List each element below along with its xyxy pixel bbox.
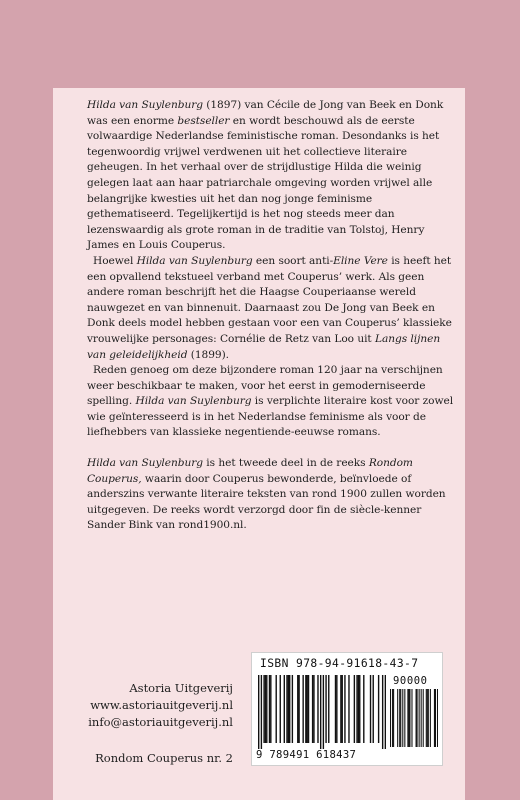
barcode-bar [356,675,357,743]
barcode-bar [276,675,277,743]
barcode-bar [263,675,264,743]
barcode-bar [289,675,290,743]
blurb-paragraph-1: Hilda van Suylenburg (1897) van Cécile de Jong van Beek en Donk was een enorme bestseller en wordt beschouwd als de eerste volwaardige Nederlandse feministische roman. Desondanks is het tegenwoordig vrijwel verdwenen uit het collectieve literaire geheugen. In het verhaal over de strijdlustige Hilda die weinig gelegen laat aan haar patriarchale omgeving worden vrijwel alle belangrijke kwesties uit het dan nog jonge feminisme gethematiseerd. Tegelijkertijd is het nog steeds meer dan lezenswaardig als grote roman in de traditie van Tolstoj, Henry James en Louis Couperus. [87,99,444,252]
addon-bar [400,689,401,747]
barcode-bar [297,675,298,743]
barcode-bar [335,675,336,743]
barcode-bar [269,675,270,743]
barcode-bar [354,675,355,743]
barcode-bar [302,675,303,743]
publisher-website: www.astoriauitgeverij.nl [90,698,233,712]
addon-bar [409,689,410,747]
addon-bar [437,689,438,747]
back-cover-panel [53,88,465,800]
barcode-addon-number: 90000 [393,675,428,687]
barcode-bar [258,675,259,749]
barcode-bar [280,675,281,743]
barcode-bar [382,675,383,749]
barcode-ean-number: 9 789491 618437 [256,749,357,761]
addon-bar [402,689,403,747]
addon-bar [408,689,409,747]
addon-bar [427,689,428,747]
addon-bar [417,689,418,747]
barcode-bar [266,675,267,743]
isbn-label: ISBN 978-94-91618-43-7 [260,657,419,670]
barcode-bar [373,675,374,743]
addon-bar [426,689,427,747]
barcode-bar [313,675,314,743]
addon-bar [397,689,398,747]
barcode-bar [328,675,329,743]
barcode-bar [370,675,371,743]
addon-bar [392,689,393,747]
publisher-name: Astoria Uitgeverij [129,681,233,695]
barcode-bar [336,675,337,743]
addon-bar [434,689,435,747]
barcode-bar [298,675,299,743]
addon-bar [399,689,400,747]
addon-bar [393,689,394,747]
addon-bar [390,689,391,747]
barcode-bar [348,675,349,743]
series-label: Rondom Couperus nr. 2 [95,751,233,765]
barcode-bar [312,675,313,743]
addon-bar [407,689,408,747]
barcode-bar [323,675,324,749]
addon-barcode-bars [390,689,438,747]
blurb-paragraph-3: Reden genoeg om deze bijzondere roman 120 jaar na verschijnen weer beschikbaar te maken, voor het eerst in gemoderniseerde spelling. Hilda van Suylenburg is verplichte literaire kost voor zowel wie geïnteresseerd is in het Nederlandse feminisme als voor de liefhebbers van klassieke negentiende-eeuwse romans. [87,364,454,439]
barcode-bar [305,675,306,743]
addon-bar [416,689,417,747]
addon-bar [421,689,422,747]
addon-bar [419,689,420,747]
barcode-bar [292,675,293,743]
barcode-bar [288,675,289,743]
addon-bar [428,689,429,747]
barcode-bar [359,675,360,743]
barcode-bar [325,675,326,743]
barcode-bar [363,675,364,743]
barcode-bar [261,675,262,749]
addon-bar [430,689,431,747]
publisher-email: info@astoriauitgeverij.nl [88,715,233,729]
barcode-bar [308,675,309,743]
addon-bar [411,689,412,747]
barcode-bar [385,675,386,749]
barcode-bar [265,675,266,743]
barcode-bar [317,675,318,743]
barcode-bar [342,675,343,743]
barcode-bar [284,675,285,743]
blurb-paragraph-2: Hoewel Hilda van Suylenburg een soort anti-Eline Vere is heeft het een opvallend tekstueel verband met Couperus’ werk. Als geen andere roman beschrijft het die Haagse Couperiaanse wereld nauwgezet en van binnenuit. Daarnaast zou De Jong van Beek en Donk deels model hebben gestaan voor een van Couperus’ klassieke vrouwelijke personages: Cornélie de Retz van Loo uit Langs lijnen van geleidelijkheid (1899). [87,254,452,361]
addon-bar [404,689,405,747]
barcode-bar [270,675,271,743]
barcode-bar [286,675,287,743]
addon-bar [435,689,436,747]
addon-bar [423,689,424,747]
blurb-paragraph-4: Hilda van Suylenburg is het tweede deel in de reeks Rondom Couperus, waarin door Couperus bewonderde, beïnvloede of anderszins verwante literaire teksten van rond 1900 zullen worden uitgegeven. De reeks wordt verzorgd door fin de siècle-kenner Sander Bink van rond1900.nl. [87,457,446,532]
barcode-bar [340,675,341,743]
ean-barcode-bars [258,675,386,749]
blurb-text [87,98,455,534]
barcode-bar [344,675,345,743]
barcode-bar [358,675,359,743]
barcode-bar [307,675,308,743]
publisher-info [53,680,233,731]
isbn-barcode [251,652,443,766]
barcode-bar [378,675,379,743]
barcode-bar [320,675,321,749]
